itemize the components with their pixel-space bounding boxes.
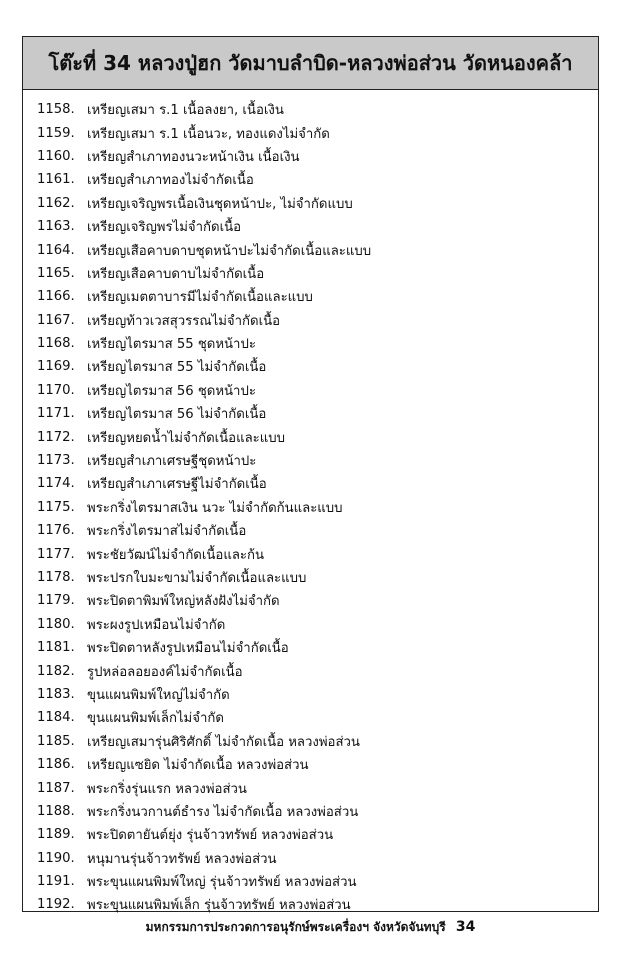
item-number: 1185. bbox=[37, 733, 75, 749]
list-item bbox=[37, 121, 598, 144]
item-text: เหรียญสำเภาทองนวะหน้าเงิน เนื้อเงิน bbox=[87, 149, 300, 165]
list-item bbox=[37, 776, 598, 799]
item-number: 1192. bbox=[37, 897, 75, 913]
list-item bbox=[37, 168, 598, 191]
item-text: เหรียญท้าวเวสสุวรรณไม่จำกัดเนื้อ bbox=[87, 313, 281, 329]
list-item bbox=[37, 730, 598, 753]
item-number: 1169. bbox=[37, 359, 75, 375]
list-item bbox=[37, 566, 598, 589]
item-text: พระกริ่งไตรมาสไม่จำกัดเนื้อ bbox=[87, 524, 247, 540]
list-item bbox=[37, 285, 598, 308]
list-item bbox=[37, 800, 598, 823]
list-item bbox=[37, 332, 598, 355]
item-text: พระกริ่งไตรมาสเงิน นวะ ไม่จำกัดก้นและแบบ bbox=[87, 500, 343, 516]
list-item bbox=[37, 192, 598, 215]
item-number: 1168. bbox=[37, 336, 75, 352]
item-number: 1165. bbox=[37, 265, 75, 281]
list-item bbox=[37, 496, 598, 519]
item-text: เหรียญเจริญพรเนื้อเงินชุดหน้าปะ, ไม่จำกัดแบบ bbox=[87, 196, 353, 212]
item-number: 1175. bbox=[37, 499, 75, 515]
item-text: หนุมานรุ่นจ้าวทรัพย์ หลวงพ่อส่วน bbox=[87, 851, 277, 867]
item-text: พระปรกใบมะขามไม่จำกัดเนื้อและแบบ bbox=[87, 571, 307, 586]
list-item bbox=[37, 355, 598, 378]
item-text: เหรียญไตรมาส 55 ชุดหน้าปะ bbox=[87, 337, 256, 353]
item-number: 1167. bbox=[37, 312, 75, 328]
item-number: 1158. bbox=[37, 102, 75, 118]
item-number: 1173. bbox=[37, 453, 75, 469]
item-number: 1179. bbox=[37, 593, 75, 609]
content-frame bbox=[22, 36, 599, 912]
item-number: 1190. bbox=[37, 850, 75, 866]
item-text: เหรียญหยดน้ำไม่จำกัดเนื้อและแบบ bbox=[87, 430, 286, 446]
item-number: 1178. bbox=[37, 570, 75, 585]
list-item bbox=[37, 683, 598, 706]
item-text: เหรียญไตรมาส 55 ไม่จำกัดเนื้อ bbox=[87, 360, 267, 376]
item-text: เหรียญเสือคาบดาบไม่จำกัดเนื้อ bbox=[87, 266, 265, 282]
item-text: เหรียญไตรมาส 56 ชุดหน้าปะ bbox=[87, 383, 256, 399]
list-item bbox=[37, 145, 598, 168]
item-number: 1172. bbox=[37, 429, 75, 445]
item-text: พระชัยวัฒน์ไม่จำกัดเนื้อและก้น bbox=[87, 547, 264, 563]
item-text: พระกริ่งรุ่นแรก หลวงพ่อส่วน bbox=[87, 781, 247, 797]
item-text: ขุนแผนพิมพ์ใหญ่ไม่จำกัด bbox=[87, 687, 230, 703]
list-item bbox=[37, 262, 598, 285]
item-number: 1177. bbox=[37, 546, 75, 562]
item-text: พระขุนแผนพิมพ์ใหญ่ รุ่นจ้าวทรัพย์ หลวงพ่อส่วน bbox=[87, 875, 357, 891]
item-number: 1184. bbox=[37, 710, 75, 726]
list-item bbox=[37, 472, 598, 495]
item-text: พระปิดตาหลังรูปเหมือนไม่จำกัดเนื้อ bbox=[87, 641, 289, 657]
list-item bbox=[37, 379, 598, 402]
list-item bbox=[37, 425, 598, 448]
item-number: 1164. bbox=[37, 242, 75, 258]
item-number: 1191. bbox=[37, 874, 75, 890]
item-text: พระผงรูปเหมือนไม่จำกัด bbox=[87, 617, 226, 633]
item-number: 1171. bbox=[37, 406, 75, 422]
list-item bbox=[37, 706, 598, 729]
list-item bbox=[37, 659, 598, 682]
item-number: 1187. bbox=[37, 780, 75, 796]
item-number: 1181. bbox=[37, 640, 75, 656]
item-number: 1183. bbox=[37, 686, 75, 702]
item-number: 1182. bbox=[37, 663, 75, 679]
item-text: รูปหล่อลอยองค์ไม่จำกัดเนื้อ bbox=[87, 664, 243, 680]
item-number: 1170. bbox=[37, 382, 75, 398]
list-item bbox=[37, 309, 598, 332]
list-item bbox=[37, 449, 598, 472]
list-item bbox=[37, 402, 598, 425]
item-text: ขุนแผนพิมพ์เล็กไม่จำกัด bbox=[87, 711, 224, 727]
item-text: พระขุนแผนพิมพ์เล็ก รุ่นจ้าวทรัพย์ หลวงพ่อส่วน bbox=[87, 898, 351, 914]
item-text: พระปิดตายันต์ยุ่ง รุ่นจ้าวทรัพย์ หลวงพ่อส่วน bbox=[87, 828, 334, 844]
table-title: โต๊ะที่ 34 หลวงปู่ฮก วัดมาบลำบิด-หลวงพ่อส่วน วัดหนองคล้า bbox=[23, 37, 598, 90]
item-text: เหรียญเสมา ร.1 เนื้อลงยา, เนื้อเงิน bbox=[87, 103, 284, 119]
item-text: พระปิดตาพิมพ์ใหญ่หลังฝังไม่จำกัด bbox=[87, 594, 280, 610]
item-number: 1159. bbox=[37, 125, 75, 141]
item-text: พระกริ่งนวกานต์ธำรง ไม่จำกัดเนื้อ หลวงพ่อส่วน bbox=[87, 804, 359, 820]
item-number: 1176. bbox=[37, 523, 75, 539]
list-item bbox=[37, 589, 598, 612]
item-number: 1166. bbox=[37, 289, 75, 305]
item-text: เหรียญสำเภาทองไม่จำกัดเนื้อ bbox=[87, 173, 254, 189]
item-text: เหรียญเสมา ร.1 เนื้อนวะ, ทองแดงไม่จำกัด bbox=[87, 126, 330, 142]
list-item bbox=[37, 519, 598, 542]
list-item bbox=[37, 893, 598, 916]
list-item bbox=[37, 823, 598, 846]
list-item bbox=[37, 613, 598, 636]
page-number: 34 bbox=[455, 919, 476, 935]
list-item bbox=[37, 753, 598, 776]
item-number: 1180. bbox=[37, 616, 75, 632]
page-footer bbox=[0, 918, 621, 937]
item-number: 1163. bbox=[37, 219, 75, 235]
item-number: 1161. bbox=[37, 172, 75, 188]
list-item bbox=[37, 847, 598, 870]
list-item bbox=[37, 636, 598, 659]
item-text: เหรียญเสมารุ่นศิริศักดิ์ ไม่จำกัดเนื้อ หลวงพ่อส่วน bbox=[87, 734, 360, 750]
item-number: 1174. bbox=[37, 476, 75, 492]
item-text: เหรียญแซยิด ไม่จำกัดเนื้อ หลวงพ่อส่วน bbox=[87, 758, 309, 774]
item-text: เหรียญไตรมาส 56 ไม่จำกัดเนื้อ bbox=[87, 407, 267, 423]
item-text: เหรียญเมตตาบารมีไม่จำกัดเนื้อและแบบ bbox=[87, 290, 313, 306]
item-text: เหรียญเสือคาบดาบชุดหน้าปะไม่จำกัดเนื้อและแบบ bbox=[87, 243, 372, 259]
item-number: 1189. bbox=[37, 827, 75, 843]
list-item bbox=[37, 215, 598, 238]
list-item bbox=[37, 238, 598, 261]
item-number: 1186. bbox=[37, 757, 75, 773]
footer-text: มหกรรมการประกวดการอนุรักษ์พระเครื่องฯ จังหวัดจันทบุรี bbox=[145, 920, 446, 934]
item-text: เหรียญสำเภาเศรษฐีชุดหน้าปะ bbox=[87, 454, 257, 470]
list-item bbox=[37, 870, 598, 893]
list-item bbox=[37, 542, 598, 565]
item-number: 1188. bbox=[37, 803, 75, 819]
item-number: 1162. bbox=[37, 195, 75, 211]
list-item bbox=[37, 98, 598, 121]
item-list bbox=[23, 90, 598, 917]
item-text: เหรียญสำเภาเศรษฐีไม่จำกัดเนื้อ bbox=[87, 477, 267, 493]
item-text: เหรียญเจริญพรไม่จำกัดเนื้อ bbox=[87, 220, 242, 236]
item-number: 1160. bbox=[37, 148, 75, 164]
